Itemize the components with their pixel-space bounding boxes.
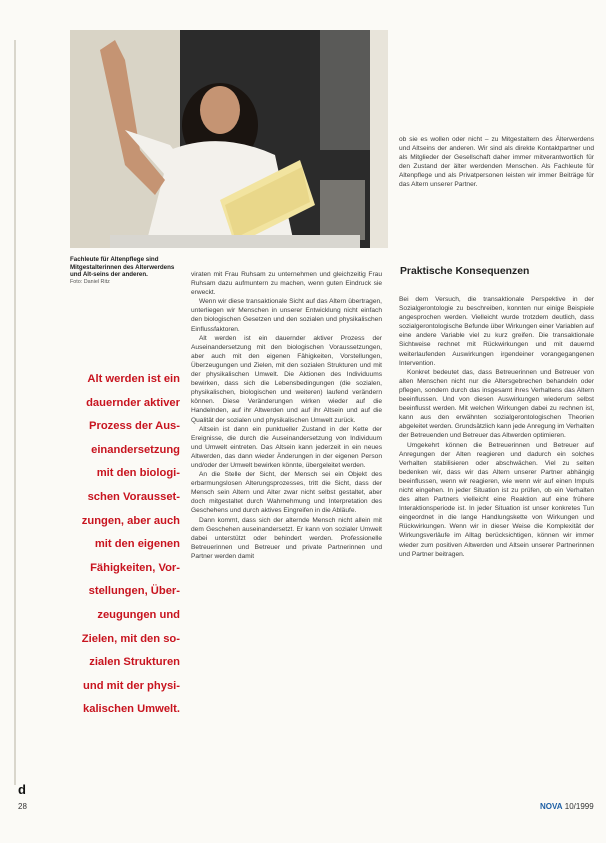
article-column-2-top <box>399 135 594 190</box>
body-paragraph: Dann kommt, dass sich der alternde Mensch nicht allein mit dem Geschehen auseinandersetzt. Er kann von sozialer Umwelt dabei unterstützt oder behindert werden. Professionelle Betreuerinnen und Betreuer und private Partnerinnen und Partner werden damit <box>191 516 382 560</box>
photo-caption <box>70 256 182 286</box>
pull-quote-line: mit den eigenen <box>94 538 180 551</box>
body-paragraph: Bei dem Versuch, die transaktionale Perspektive in der Sozialgerontologie zu beschreiben, konnten nur einige Beispiele angesprochen werden. Vielleicht wurde trotzdem deutlich, dass sozialgerontologische Befunde über Wirkungen einer Variablen auf eine andere Variable viel zu kurz greifen. Die transaktionale Sichtweise rechnet mit Rückwirkungen und mit dauernd weiterlaufenden Auswirkungen irgendeiner vorangegangenen Intervention. <box>399 296 594 367</box>
pull-quote-line: und mit der physi- <box>83 679 180 692</box>
body-paragraph: An die Stelle der Sicht, der Mensch sei ein Objekt des erbarmungslosen Alterungsprozesses, tritt die Sicht, dass der Mensch sein Altern und Alter zwar nicht selbst gestaltet, aber doch mitgestaltet durch Wahrnehmung und Interpretation des Geschehens und durch aktives Eingreifen in die Abläufe. <box>191 471 382 515</box>
issue-number: 10/1999 <box>564 802 594 811</box>
pull-quote-line: stellungen, Über- <box>88 585 180 598</box>
pull-quote-line: einandersetzung <box>91 443 180 456</box>
article-column-1 <box>191 270 382 561</box>
pull-quote-line: Fähigkeiten, Vor- <box>90 561 180 574</box>
page-margin-rule <box>14 40 16 785</box>
article-column-2 <box>399 295 594 559</box>
pull-quote <box>68 368 180 722</box>
body-paragraph: Umgekehrt können die Betreuerinnen und Betreuer auf Anregungen der Alten reagieren und dadurch ein solches Verhalten stabilisieren oder abschwächen. Viel zu selten bedenken wir, dass wir das Altern unserer Partner abhängig beeinflussen, wenn wir reagieren, wie wenn wir auf einen Impuls nicht eingehen. In jeder Situation ist zu prüfen, ob ein Verhalten des alten Partners vielleicht eine Reaktion auf eine frühere Interaktionsperiode ist. In jeder Situation ist unser konkretes Tun eingeordnet in die lange Handlungskette von Wirkungen und Rückwirkungen. Wenn wir in dieser Weise die Komplexität der Wirkungsverläufe im Alltag berücksichtigen, können wir immer wieder zum positiven Altwerden und Altsein unserer Partnerinnen und Partner beitragen. <box>399 441 594 558</box>
article-photo <box>70 30 388 248</box>
body-paragraph: Altsein ist dann ein punktueller Zustand in der Kette der Ereignisse, die durch die Auseinandersetzung von Individuum und Umwelt eintreten. Das Altsein kann jederzeit in ein neues Altwerden, das dann wieder Änderungen in der eigenen Person und/oder der Umwelt bewirken könnte, übergeleitet werden. <box>191 425 382 469</box>
body-paragraph: viraten mit Frau Ruhsam zu unternehmen und gleichzeitig Frau Ruhsam dazu aufmuntern zu machen, wenn guten Eindruck sie erweckt. <box>191 271 382 297</box>
pull-quote-line: kalischen Umwelt. <box>83 703 180 716</box>
pull-quote-line: zungen, aber auch <box>81 514 180 527</box>
body-paragraph: Wenn wir diese transaktionale Sicht auf das Altern übertragen, unterliegen wir Menschen in unserer Entwicklung nicht einfach den biologischen Gesetzen und den sozialen und physikalischen Einflussfaktoren. <box>191 298 382 333</box>
margin-letter: d <box>18 782 26 797</box>
magazine-footer <box>540 802 594 811</box>
page-number: 28 <box>18 802 27 811</box>
body-paragraph: ob sie es wollen oder nicht – zu Mitgestaltern des Älterwerdens und Altseins der anderen. Wir sind als direkte Kontaktpartner und als Mitglieder der Gesellschaft daher immer mitverantwortlich für den Zustand der älter werdenden Menschen. Als Fachleute für Altenpflege und als Privatpersonen leisten wir immer Beiträge für das Altern unserer Partner. <box>399 136 594 189</box>
pull-quote-line: zialen Strukturen <box>89 656 180 669</box>
body-paragraph: Konkret bedeutet das, dass Betreuerinnen und Betreuer von alten Menschen nicht nur die Altersgebrechen behandeln oder pflegen, sondern durch das insgesamt ihres Verhaltens das Altern beeinflussen. Und von diesen Auswirkungen wiederum selbst beeinflusst werden. Mit welchen Wirkungen dabei zu rechnen ist, kann aus den erwähnten sozialgerontologischen Theorien abgeleitet werden. Grundsätzlich kann jede Anregung im Verhalten der Betreuenden und Betreuer das Altwerden optimieren. <box>399 368 595 440</box>
body-paragraph: Alt werden ist ein dauernder aktiver Prozess der Auseinandersetzung mit den biologischen Voraussetzungen, aber auch mit den eigenen Fähigkeiten, Vorstellungen, Überzeugungen und Zielen, mit den sozialen Strukturen und mit der physikalischen Umwelt. Die Aktionen des Individuums bewirken, dass sich die Lebensbedingungen (die sozialen, physikalischen, biologischen und weiteren) laufend verändern können. Diese Veränderungen wirken wieder auf die Handelnden, auf ihr Altwerden und auf ihr Altsein und auf die Qualität der sozialen und physikalischen Umwelt zurück. <box>191 334 382 424</box>
photo-caregiver-icon <box>70 30 388 248</box>
pull-quote-line: dauernder aktiver <box>86 396 180 409</box>
magazine-name: NOVA <box>540 802 563 811</box>
pull-quote-line: mit den biologi- <box>96 467 180 480</box>
section-heading: Praktische Konsequenzen <box>400 266 530 277</box>
photo-credit: Foto: Daniel Ritz <box>70 278 110 285</box>
pull-quote-line: Prozess der Aus- <box>89 420 180 433</box>
pull-quote-line: Alt werden ist ein <box>87 373 180 385</box>
pull-quote-line: Zielen, mit den so- <box>81 632 180 645</box>
caption-text: Fachleute für Altenpflege sind Mitgestalterinnen des Alterwerdens und Alt-seins der anderen. <box>70 256 175 279</box>
pull-quote-line: zeugungen und <box>97 608 180 621</box>
pull-quote-line: schen Vorausset- <box>87 490 180 503</box>
